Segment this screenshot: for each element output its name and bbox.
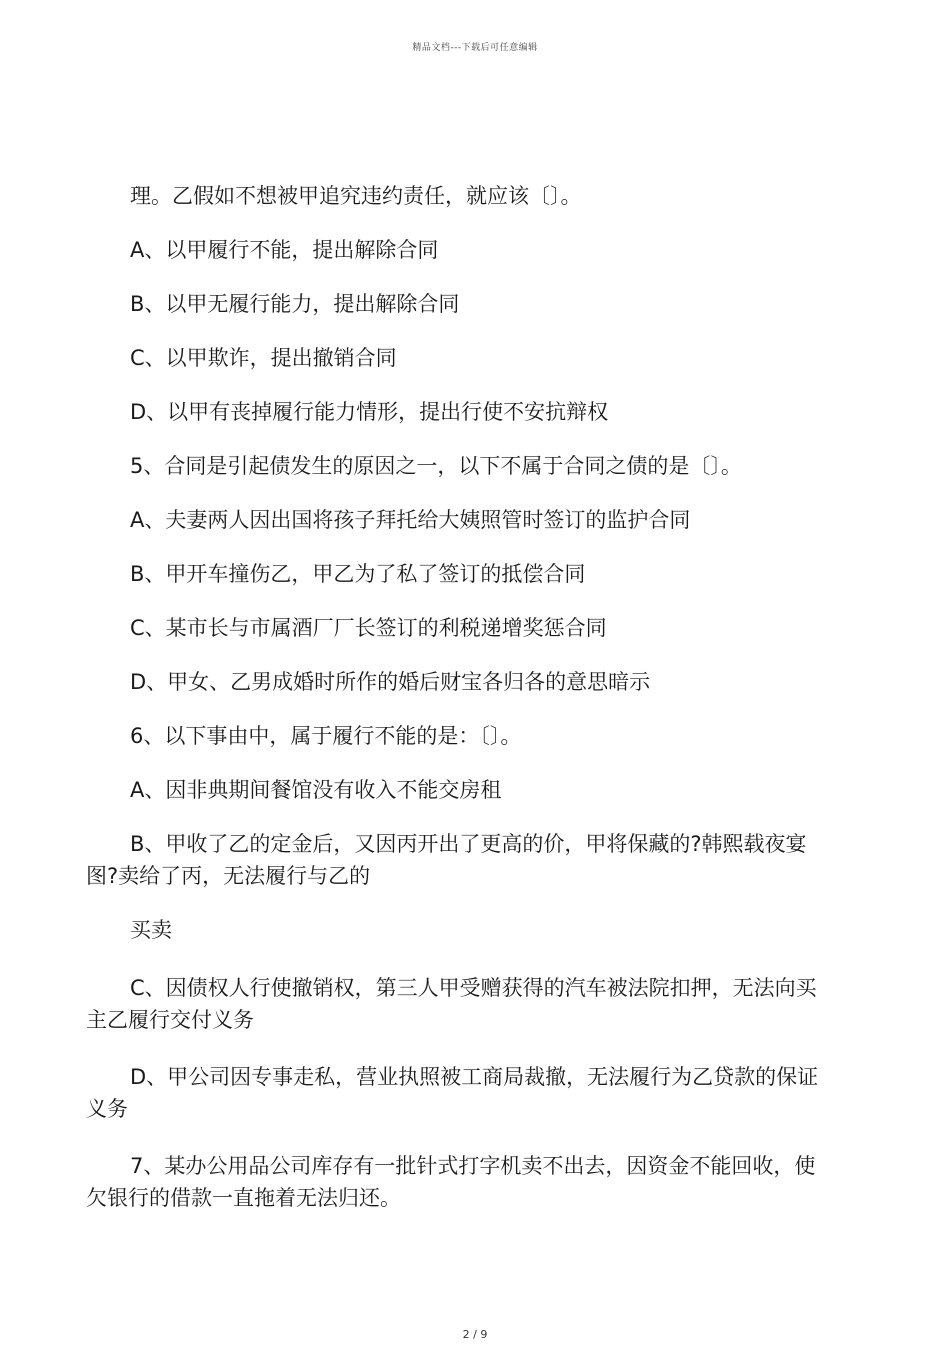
q5-option-b: B、甲开车撞伤乙，甲乙为了私了签订的抵偿合同 xyxy=(130,562,586,586)
question-6-stem: 6、以下事由中，属于履行不能的是：〔〕。 xyxy=(130,724,522,748)
q6-option-d-line2: 义务 xyxy=(86,1097,128,1121)
q6-option-d-line1: D、甲公司因专事走私，营业执照被工商局裁撤，无法履行为乙贷款的保证 xyxy=(130,1065,819,1089)
q4-option-a: A、以甲履行不能，提出解除合同 xyxy=(130,238,439,262)
q5-option-c: C、某市长与市属酒厂厂长签订的利税递增奖惩合同 xyxy=(130,616,607,640)
q4-option-d: D、以甲有丧掉履行能力情形，提出行使不安抗辩权 xyxy=(130,400,609,424)
q6-option-c-line2: 主乙履行交付义务 xyxy=(86,1008,254,1032)
q6-option-c-line1: C、因债权人行使撤销权，第三人甲受赠获得的汽车被法院扣押，无法向买 xyxy=(130,976,817,1000)
q5-option-a: A、夫妻两人因出国将孩子拜托给大姨照管时签订的监护合同 xyxy=(130,508,691,532)
page-number: 2 / 9 xyxy=(462,1328,488,1341)
q4-option-c: C、以甲欺诈，提出撤销合同 xyxy=(130,346,397,370)
page-header: 精品文档---下载后可任意编辑 xyxy=(412,43,538,53)
q4-option-b: B、以甲无履行能力，提出解除合同 xyxy=(130,292,460,316)
q6-option-a: A、因非典期间餐馆没有收入不能交房租 xyxy=(130,778,502,802)
q6-option-b-line3: 买卖 xyxy=(130,918,172,942)
question-4-stem-end: 理。乙假如不想被甲追究违约责任，就应该〔〕。 xyxy=(130,184,582,208)
question-7-stem-line1: 7、某办公用品公司库存有一批针式打字机卖不出去，因资金不能回收，使 xyxy=(130,1154,816,1178)
q5-option-d: D、甲女、乙男成婚时所作的婚后财宝各归各的意思暗示 xyxy=(130,670,651,694)
q6-option-b-line1: B、甲收了乙的定金后，又因丙开出了更高的价，甲将保藏的?韩熙载夜宴 xyxy=(130,832,807,856)
q6-option-b-line2: 图?卖给了丙，无法履行与乙的 xyxy=(86,864,371,888)
question-5-stem: 5、合同是引起债发生的原因之一，以下不属于合同之债的是〔〕。 xyxy=(130,454,742,478)
question-7-stem-line2: 欠银行的借款一直拖着无法归还。 xyxy=(86,1186,401,1210)
